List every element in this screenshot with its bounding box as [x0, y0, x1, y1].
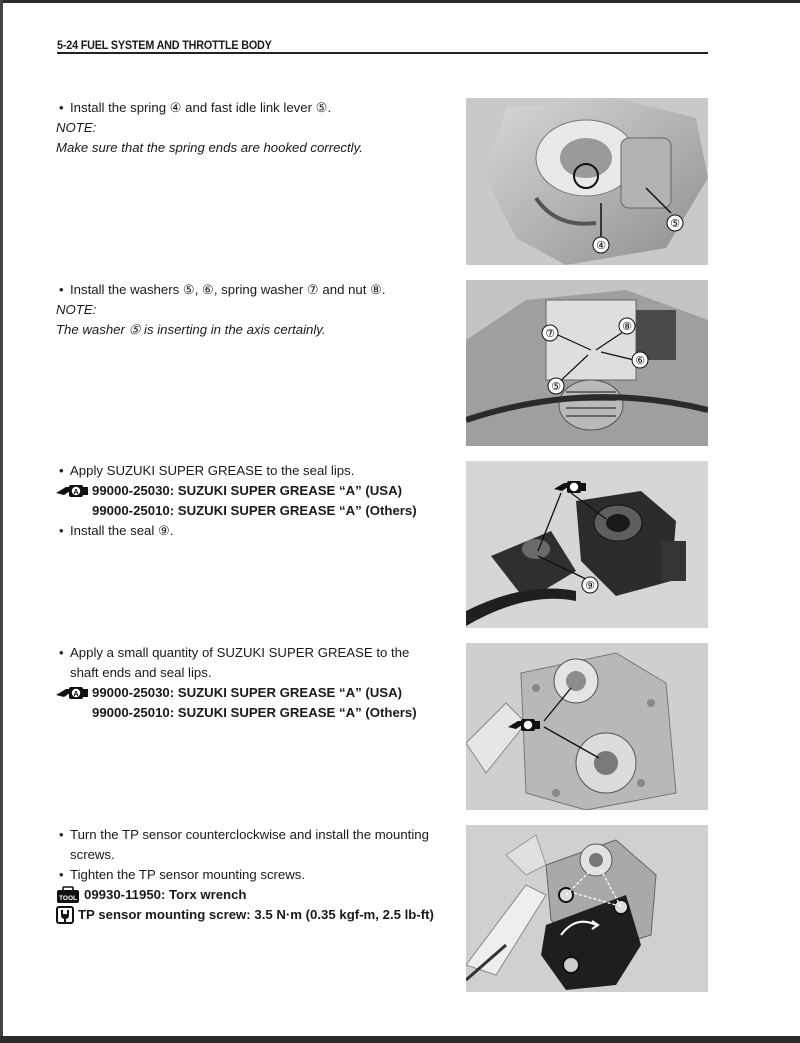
instruction-bullet: • Apply a small quantity of SUZUKI SUPER GREASE to the — [56, 643, 448, 663]
instruction-continuation: screws. — [70, 847, 115, 862]
grease-spec-line: 99000-25030: SUZUKI SUPER GREASE “A” (USA) — [92, 685, 402, 700]
special-tool-spec — [56, 885, 456, 905]
torque-wrench-icon — [56, 906, 74, 930]
photo-shaft-ends-grease — [466, 643, 708, 810]
section-2-text — [56, 280, 456, 340]
note-text: The washer ⑤ is inserting in the axis certainly. — [56, 322, 326, 337]
page-title: 5-24 FUEL SYSTEM AND THROTTLE BODY — [57, 38, 272, 52]
section-4-text — [56, 643, 448, 723]
section-1-text — [56, 98, 456, 158]
grease-spec — [56, 481, 466, 501]
tool-spec-text: 09930-11950: Torx wrench — [84, 887, 247, 902]
section-5-text — [56, 825, 456, 925]
callout-label: ⑤ — [670, 217, 680, 230]
callout-label: ⑨ — [585, 579, 595, 592]
grease-gun-icon — [56, 685, 90, 707]
instruction-bullet: • Install the spring ④ and fast idle link lever ⑤. — [56, 98, 456, 118]
instruction-bullet: • Turn the TP sensor counterclockwise and install the mounting — [56, 825, 456, 845]
instruction-bullet: • Apply SUZUKI SUPER GREASE to the seal lips. — [56, 461, 466, 481]
grease-spec-line: 99000-25030: SUZUKI SUPER GREASE “A” (USA) — [92, 483, 402, 498]
grease-spec-line: 99000-25010: SUZUKI SUPER GREASE “A” (Others) — [92, 503, 417, 518]
grease-badge-letter: A — [73, 489, 79, 496]
instruction-continuation: shaft ends and seal lips. — [70, 665, 212, 680]
photo-tp-sensor-screws — [466, 825, 708, 992]
photo-washers-nut — [466, 280, 708, 446]
note-label: NOTE: — [56, 120, 97, 135]
callout-label: ⑤ — [551, 380, 561, 393]
tool-badge-text: TOOL — [59, 895, 77, 902]
photo-spring-fast-idle-lever — [466, 98, 708, 265]
grease-spec-line: 99000-25010: SUZUKI SUPER GREASE “A” (Others) — [92, 705, 417, 720]
note-text: Make sure that the spring ends are hooked correctly. — [56, 140, 363, 155]
grease-spec — [56, 683, 448, 703]
header-rule — [57, 52, 708, 54]
instruction-bullet: • Tighten the TP sensor mounting screws. — [56, 865, 456, 885]
torque-spec — [56, 905, 456, 925]
callout-label: ⑦ — [545, 327, 555, 340]
torque-spec-text: TP sensor mounting screw: 3.5 N·m (0.35 kgf-m, 2.5 lb-ft) — [78, 907, 434, 922]
left-border — [0, 0, 3, 1043]
callout-label: ⑧ — [622, 320, 632, 333]
note-label: NOTE: — [56, 302, 97, 317]
section-3-text — [56, 461, 466, 541]
callout-label: ④ — [596, 239, 606, 252]
bottom-border — [0, 1036, 800, 1043]
photo-tp-sensor-seal — [466, 461, 708, 628]
grease-badge-letter: A — [73, 691, 79, 698]
instruction-bullet: • Install the washers ⑤, ⑥, spring washer ⑦ and nut ⑧. — [56, 280, 456, 300]
top-border — [0, 0, 800, 3]
callout-label: ⑥ — [635, 354, 645, 367]
grease-gun-icon — [56, 483, 90, 505]
instruction-bullet: • Install the seal ⑨. — [56, 521, 466, 541]
